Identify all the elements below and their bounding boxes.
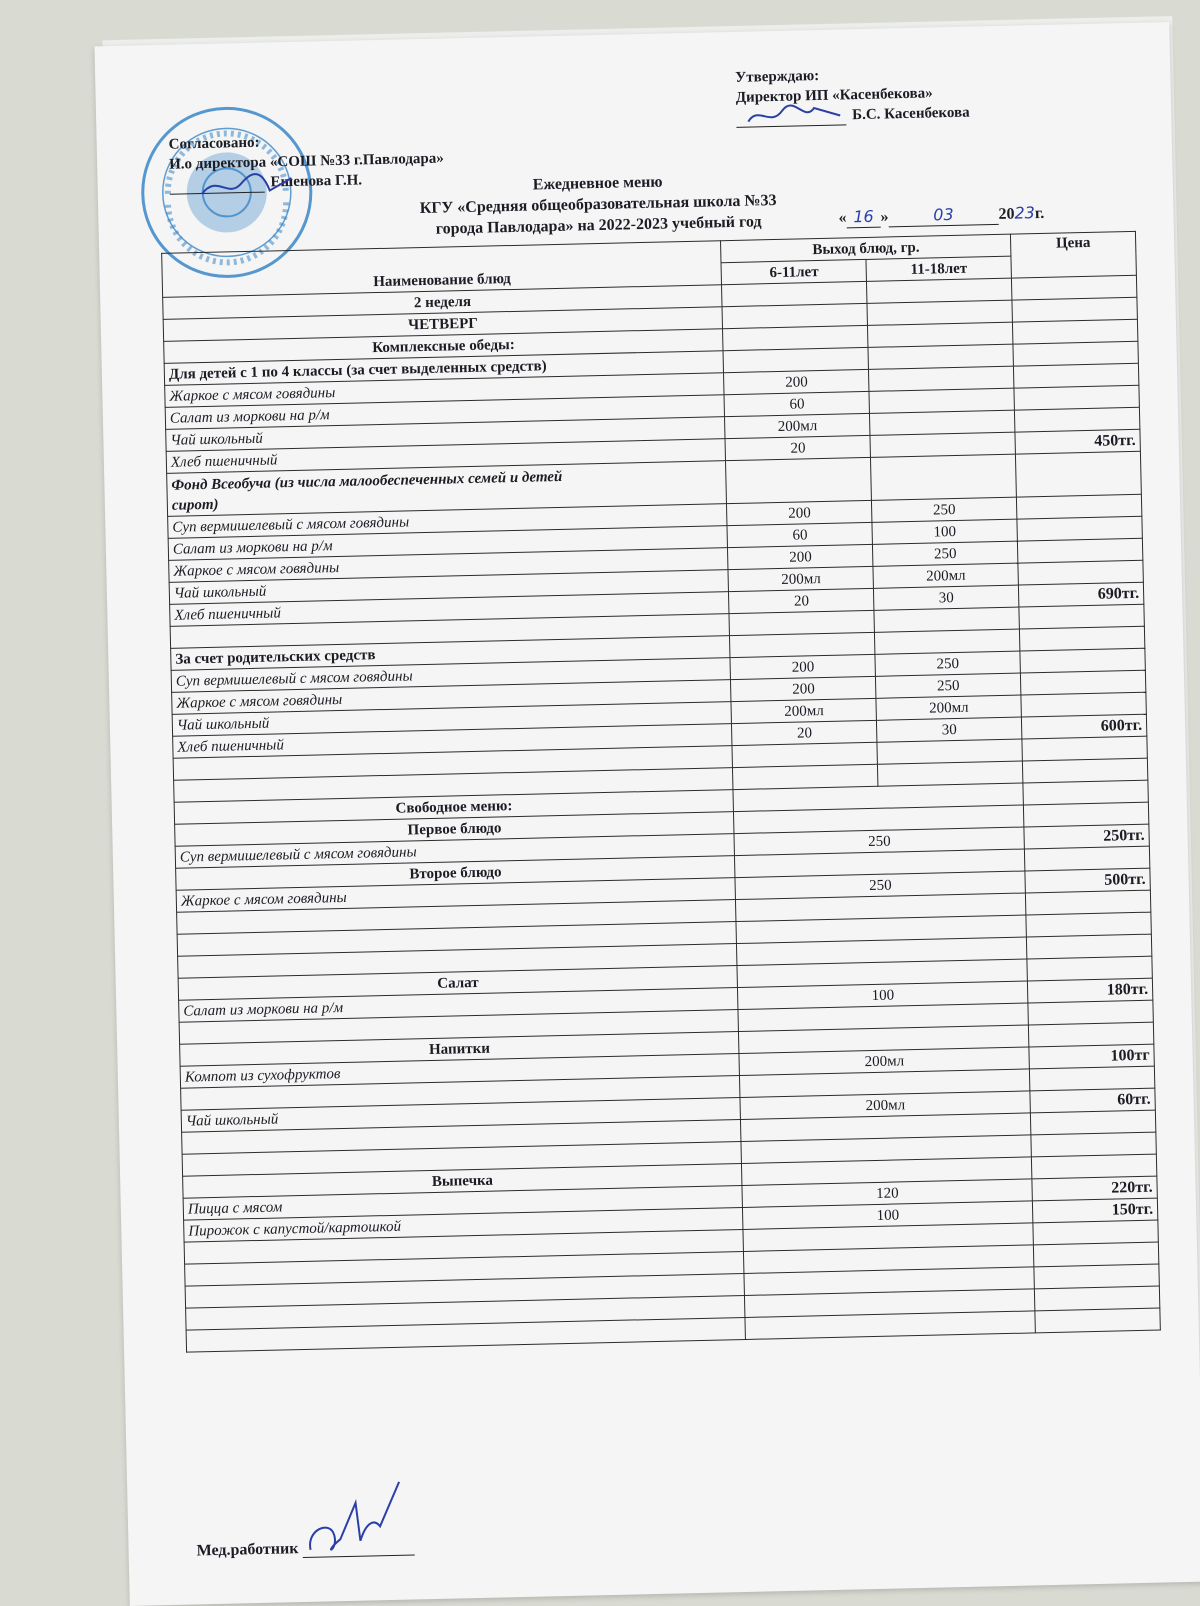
output-6-11: 20 (729, 588, 874, 613)
dish-name: Чай школьный (166, 417, 726, 452)
output-11-18: 200мл (873, 563, 1018, 588)
header-output: Выход блюд, гр. (721, 234, 1011, 263)
dish-name: Хлеб пшеничный (173, 724, 733, 759)
output-11-18: 250 (875, 651, 1020, 676)
output: 100 (743, 1201, 1033, 1230)
dish-name: Салат из моркови на р/м (179, 988, 739, 1023)
price (1021, 692, 1146, 717)
price (1016, 494, 1141, 519)
menu-table (161, 231, 1161, 1353)
output-11-18: 30 (877, 717, 1022, 742)
header-dish-name: Наименование блюд (162, 241, 722, 298)
output: 100 (738, 981, 1028, 1010)
dish-name: Салат из моркови на р/м (165, 395, 725, 430)
output-6-11: 200 (731, 676, 876, 701)
date-month: 03 (933, 204, 954, 225)
dish-name: Хлеб пшеничный (166, 439, 726, 474)
output-6-11: 200мл (731, 698, 876, 723)
category-first-course: Первое блюдо (175, 812, 735, 847)
approval-right-heading: Утверждаю: (735, 67, 820, 86)
price (1020, 670, 1145, 695)
category-drinks: Напитки (180, 1032, 740, 1067)
output-11-18: 100 (872, 519, 1017, 544)
price: 60тг. (1030, 1088, 1155, 1113)
dish-name: Суп вермишелевый с мясом говядины (168, 504, 728, 539)
output: 120 (742, 1179, 1032, 1208)
document-date: « 16 » 03 2023г. (838, 203, 1045, 227)
output-6-11: 200мл (725, 413, 870, 438)
medical-worker-label: Мед.работник (196, 1540, 299, 1560)
group-3-title: За счет родительских средств (171, 636, 731, 671)
price (1018, 560, 1143, 585)
dish-name: Жаркое с мясом говядины (169, 548, 729, 583)
price: 100тг (1029, 1044, 1154, 1069)
dish-name: Компот из сухофруктов (180, 1054, 740, 1089)
group-2-title: Фонд Всеобуча (из числа малообеспеченных семей и детей сирот) (167, 461, 727, 517)
group-1-title: Для детей с 1 по 4 классы (за счет выделенных средств) (164, 351, 724, 386)
output: 250 (734, 827, 1024, 856)
price: 250тг. (1024, 824, 1149, 849)
approval-left-signatory: Ешенова Г.Н. (169, 168, 444, 194)
price (1014, 385, 1139, 410)
dish-name: Жаркое с мясом говядины (172, 680, 732, 715)
title-line-2: КГУ «Средняя общеобразовательная школа №33 (419, 191, 777, 218)
date-day: 16 (853, 206, 874, 227)
output-6-11: 200 (730, 654, 875, 679)
header-price: Цена (1011, 231, 1137, 278)
price: 690тг. (1018, 582, 1143, 607)
dish-name: Суп вермишелевый с мясом говядины (175, 834, 735, 869)
director-signature-left (197, 168, 298, 206)
output-11-18: 200мл (876, 695, 1021, 720)
price: 220тг. (1032, 1176, 1157, 1201)
output-6-11: 200 (727, 500, 872, 525)
output-6-11: 20 (732, 720, 877, 745)
category-second-course: Второе блюдо (176, 856, 736, 891)
output-6-11: 20 (725, 435, 870, 460)
price: 180тг. (1027, 978, 1152, 1003)
dish-name: Чай школьный (181, 1098, 741, 1133)
output: 200мл (740, 1091, 1030, 1120)
output-6-11: 200 (728, 544, 873, 569)
approval-left-position: И.о директора «СОШ №33 г.Павлодара» (168, 150, 444, 173)
header-age-11-18: 11-18лет (866, 256, 1011, 281)
output-11-18: 30 (874, 585, 1019, 610)
output: 200мл (739, 1047, 1029, 1076)
title-line-3: города Павлодара» на 2022-2023 учебный год (435, 213, 762, 238)
dish-name: Суп вермишелевый с мясом говядины (171, 658, 731, 693)
price: 450тг. (1015, 429, 1140, 454)
output-11-18: 250 (872, 497, 1017, 522)
output-6-11: 60 (724, 391, 869, 416)
price: 500тг. (1025, 868, 1150, 893)
price: 150тг. (1032, 1198, 1157, 1223)
dish-name: Пицца с мясом (183, 1185, 743, 1220)
price: 600тг. (1021, 714, 1146, 739)
header-age-6-11: 6-11лет (721, 259, 866, 284)
category-bakery: Выпечка (183, 1163, 743, 1198)
date-year: 23 (1014, 203, 1036, 223)
director-signature-right (744, 99, 845, 131)
medical-worker-signature (299, 1478, 411, 1560)
price (1014, 363, 1139, 388)
dish-name: Хлеб пшеничный (170, 592, 730, 627)
title-line-1: Ежедневное меню (532, 173, 663, 194)
category-salad: Салат (178, 966, 738, 1001)
week-label: 2 неделя (163, 285, 723, 320)
dish-name: Салат из моркови на р/м (168, 526, 728, 561)
output-11-18: 250 (873, 541, 1018, 566)
output-6-11: 200мл (728, 566, 873, 591)
section-complex-meals: Комплексные обеды: (164, 329, 724, 364)
output-6-11: 200 (724, 369, 869, 394)
price (1017, 516, 1142, 541)
approval-right-position: Директор ИП «Касенбекова» (735, 85, 933, 106)
output-6-11: 60 (727, 522, 872, 547)
dish-name: Чай школьный (169, 570, 729, 605)
approval-left-heading: Согласовано: (168, 134, 260, 153)
price (1015, 407, 1140, 432)
document-title (348, 167, 849, 241)
dish-name: Чай школьный (172, 702, 732, 737)
output: 250 (735, 871, 1025, 900)
section-free-menu: Свободное меню: (174, 790, 734, 825)
dish-name: Жаркое с мясом говядины (165, 373, 725, 408)
price (1017, 538, 1142, 563)
dish-name: Жаркое с мясом говядины (176, 878, 736, 913)
dish-name: Пирожок с капустой/картошкой (184, 1207, 744, 1242)
price (1020, 648, 1145, 673)
day-label: ЧЕТВЕРГ (163, 307, 723, 342)
output-11-18: 250 (876, 673, 1021, 698)
menu-document (94, 22, 1200, 1606)
approval-right-signatory: Б.С. Касенбекова (736, 103, 970, 128)
